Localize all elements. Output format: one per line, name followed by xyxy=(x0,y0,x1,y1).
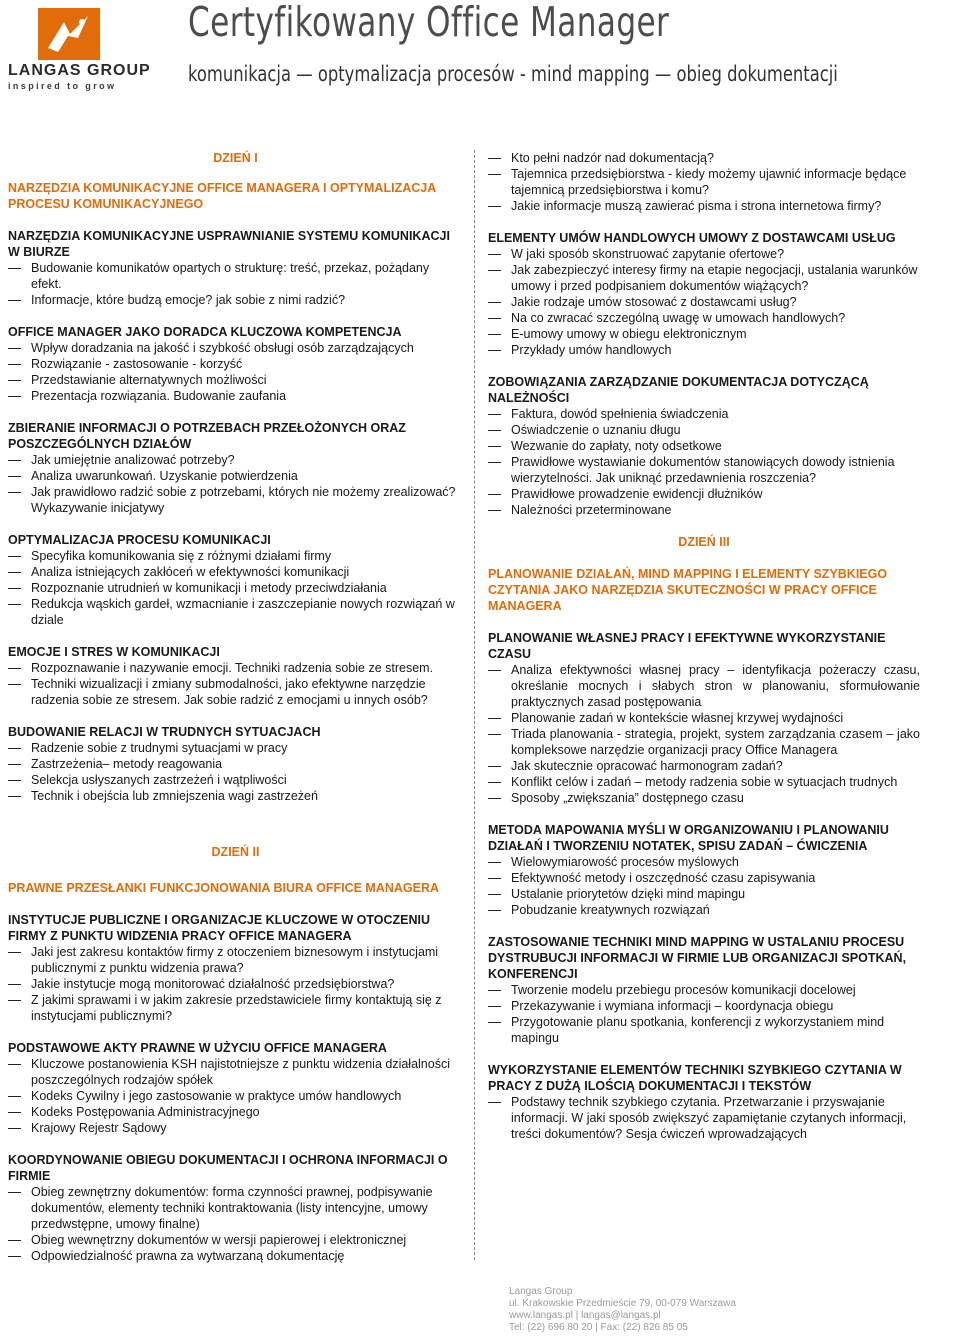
list-item: Prawidłowe wystawianie dokumentów stanowiących dowody istnienia wierzytelności. Jak uniknąć przedawnienia roszczenia? xyxy=(488,454,920,486)
list-item: Budowanie komunikatów opartych o strukturę: treść, przekaz, pożądany efekt. xyxy=(8,260,463,292)
list-item: Jakie rodzaje umów stosować z dostawcami usług? xyxy=(488,294,920,310)
footer-phone: Tel: (22) 696 80 20 | Fax: (22) 826 85 05 xyxy=(509,1322,688,1333)
list-item: Wpływ doradzania na jakość i szybkość obsługi osób zarządzających xyxy=(8,340,463,356)
list-item: Obieg wewnętrzny dokumentów w wersji papierowej i elektronicznej xyxy=(8,1232,463,1248)
section-title: NARZĘDZIA KOMUNIKACYJNE USPRAWNIANIE SYSTEMU KOMUNIKACJI W BIURZE xyxy=(8,229,450,259)
section xyxy=(488,230,920,358)
right-column xyxy=(488,150,920,1142)
section xyxy=(488,374,920,518)
section-title: ZASTOSOWANIE TECHNIKI MIND MAPPING W USTALANIU PROCESU DYSTRUBUCJI INFORMACJI W FIRMIE LUB ORGANIZACJI SPOTKAŃ, KONFERENCJI xyxy=(488,935,907,981)
list-item: Tworzenie modelu przebiegu procesów komunikacji docelowej xyxy=(488,982,920,998)
section-title: KOORDYNOWANIE OBIEGU DOKUMENTACJI I OCHRONA INFORMACJI O FIRMIE xyxy=(8,1153,448,1183)
section-title: NARZĘDZIA KOMUNIKACYJNE OFFICE MANAGERA I OPTYMALIZACJA PROCESU KOMUNIKACYJNEGO xyxy=(8,181,436,211)
list-item: Techniki wizualizacji i zmiany submodalności, jako efektywne narzędzie radzenia sobie ze stresem. Jak sobie radzić z emocjami u innych osób? xyxy=(8,676,463,708)
list-item: Oświadczenie o uznaniu długu xyxy=(488,422,920,438)
section-title: EMOCJE I STRES W KOMUNIKACJI xyxy=(8,645,220,659)
list-item: Przykłady umów handlowych xyxy=(488,342,920,358)
section xyxy=(8,228,463,308)
list-item: Analiza uwarunkowań. Uzyskanie potwierdzenia xyxy=(8,468,463,484)
section xyxy=(488,630,920,806)
list-item: Jak umiejętnie analizować potrzeby? xyxy=(8,452,463,468)
bullet-list xyxy=(8,944,463,1024)
list-item: Sposoby „zwiększania” dostępnego czasu xyxy=(488,790,920,806)
bullet-list xyxy=(488,1094,920,1142)
section xyxy=(8,1040,463,1136)
list-item: Kodeks Cywilny i jego zastosowanie w praktyce umów handlowych xyxy=(8,1088,463,1104)
list-item: Jakie informacje muszą zawierać pisma i strona internetowa firmy? xyxy=(488,198,920,214)
bullet-list xyxy=(8,1056,463,1136)
list-item: Selekcja usłyszanych zastrzeżeń i wątpliwości xyxy=(8,772,463,788)
list-item: Wielowymiarowość procesów myślowych xyxy=(488,854,920,870)
section xyxy=(8,420,463,516)
list-item: Jak zabezpieczyć interesy firmy na etapie negocjacji, ustalania warunków umowy i przed podpisaniem dokumentów wiążących? xyxy=(488,262,920,294)
list-item: Odpowiedzialność prawna za wytwarzaną dokumentację xyxy=(8,1248,463,1264)
list-item: Specyfika komunikowania się z różnymi działami firmy xyxy=(8,548,463,564)
bird-logo-icon xyxy=(38,8,100,60)
section xyxy=(8,912,463,1024)
list-item: Analiza istniejących zakłóceń w efektywności komunikacji xyxy=(8,564,463,580)
footer xyxy=(509,1286,736,1334)
list-item: Rozwiązanie - zastosowanie - korzyść xyxy=(8,356,463,372)
bullet-list xyxy=(8,340,463,404)
bullet-list xyxy=(8,260,463,308)
list-item: Jaki jest zakresu kontaktów firmy z otoczeniem biznesowym i instytucjami publicznymi z punktu widzenia prawa? xyxy=(8,944,463,976)
list-item: Jakie instytucje mogą monitorować działalność przedsiębiorstwa? xyxy=(8,976,463,992)
section-title: METODA MAPOWANIA MYŚLI W ORGANIZOWANIU I PLANOWANIU DZIAŁAŃ I TWORZENIU NOTATEK, SPISU ZADAŃ – ĆWICZENIA xyxy=(488,823,889,853)
day-2-heading: DZIEŃ II xyxy=(211,845,260,859)
section-title: PRAWNE PRZESŁANKI FUNKCJONOWANIA BIURA OFFICE MANAGERA xyxy=(8,881,440,895)
day-3-heading: DZIEŃ III xyxy=(678,535,730,549)
bullet-list xyxy=(488,982,920,1046)
list-item: Kodeks Postępowania Administracyjnego xyxy=(8,1104,463,1120)
bullet-list xyxy=(8,452,463,516)
list-item: Przedstawianie alternatywnych możliwości xyxy=(8,372,463,388)
list-item: Z jakimi sprawami i w jakim zakresie przedstawiciele firmy kontaktują się z instytucjami publicznymi? xyxy=(8,992,463,1024)
bullet-list xyxy=(8,548,463,628)
list-item: Podstawy technik szybkiego czytania. Przetwarzanie i przyswajanie informacji. W jaki sposób zwiększyć zapamiętanie czytanych informacji, treści dokumentów? Sesja ćwiczeń wprowadzających xyxy=(488,1094,920,1142)
page-subtitle: komunikacja — optymalizacja procesów - mind mapping — obieg dokumentacji xyxy=(188,62,838,86)
column-divider xyxy=(474,150,475,1260)
section-title: PODSTAWOWE AKTY PRAWNE W UŻYCIU OFFICE MANAGERA xyxy=(8,1041,387,1055)
list-item: Rozpoznanie utrudnień w komunikacji i metody przeciwdziałania xyxy=(8,580,463,596)
header xyxy=(0,0,960,100)
section-title: WYKORZYSTANIE ELEMENTÓW TECHNIKI SZYBKIEGO CZYTANIA W PRACY Z DUŻĄ ILOŚCIĄ DOKUMENTACJI I TEKSTÓW xyxy=(488,1063,902,1093)
list-item: Pobudzanie kreatywnych rozwiązań xyxy=(488,902,920,918)
page-title: Certyfikowany Office Manager xyxy=(188,0,670,46)
list-item: Obieg zewnętrzny dokumentów: forma czynności prawnej, podpisywanie dokumentów, elementy techniki kontraktowania (listy intencyjne, umowy przedwstępne, umowy finalne) xyxy=(8,1184,463,1232)
list-item: Kto pełni nadzór nad dokumentacją? xyxy=(488,150,920,166)
list-item: Planowanie zadań w kontekście własnej krzywej wydajności xyxy=(488,710,920,726)
bullet-list xyxy=(488,662,920,806)
list-item: Konflikt celów i zadań – metody radzenia sobie w sytuacjach trudnych xyxy=(488,774,920,790)
list-item: Prawidłowe prowadzenie ewidencji dłużników xyxy=(488,486,920,502)
bullet-list xyxy=(8,660,463,708)
day-1-heading: DZIEŃ I xyxy=(213,151,258,165)
bullet-list xyxy=(488,150,920,214)
list-item: Technik i obejścia lub zmniejszenia wagi zastrzeżeń xyxy=(8,788,463,804)
list-item: Prezentacja rozwiązania. Budowanie zaufania xyxy=(8,388,463,404)
section xyxy=(8,724,463,804)
list-item: Informacje, które budzą emocje? jak sobie z nimi radzić? xyxy=(8,292,463,308)
list-item: E-umowy umowy w obiegu elektronicznym xyxy=(488,326,920,342)
list-item: Wezwanie do zapłaty, noty odsetkowe xyxy=(488,438,920,454)
list-item: Tajemnica przedsiębiorstwa - kiedy możemy ujawnić informacje będące tajemnicą przedsiębiorstwa i komu? xyxy=(488,166,920,198)
footer-company: Langas Group xyxy=(509,1286,573,1297)
bullet-list xyxy=(8,740,463,804)
section-title: OPTYMALIZACJA PROCESU KOMUNIKACJI xyxy=(8,533,271,547)
bullet-list xyxy=(8,1184,463,1264)
section-title: ZBIERANIE INFORMACJI O POTRZEBACH PRZEŁOŻONYCH ORAZ POSZCZEGÓLNYCH DZIAŁÓW xyxy=(8,421,406,451)
footer-web: www.langas.pl | langas@langas.pl xyxy=(509,1310,661,1321)
list-item: Analiza efektywności własnej pracy – identyfikacja pożeraczy czasu, określanie mocnych i słabych stron w planowaniu, sformułowanie praktycznych zasad postępowania xyxy=(488,662,920,710)
section xyxy=(8,532,463,628)
list-item: Radzenie sobie z trudnymi sytuacjami w pracy xyxy=(8,740,463,756)
section xyxy=(8,324,463,404)
logo-name: LANGAS GROUP xyxy=(8,62,151,79)
section xyxy=(488,822,920,918)
section-title: ELEMENTY UMÓW HANDLOWYCH UMOWY Z DOSTAWCAMI USŁUG xyxy=(488,231,896,245)
list-item: Rozpoznawanie i nazywanie emocji. Techniki radzenia sobie ze stresem. xyxy=(8,660,463,676)
list-item: Faktura, dowód spełnienia świadczenia xyxy=(488,406,920,422)
list-item: Triada planowania - strategia, projekt, system zarządzania czasem – jako kompleksowe narzędzie organizacji pracy Office Managera xyxy=(488,726,920,758)
section-title: BUDOWANIE RELACJI W TRUDNYCH SYTUACJACH xyxy=(8,725,321,739)
list-item: Zastrzeżenia– metody reagowania xyxy=(8,756,463,772)
list-item: Kluczowe postanowienia KSH najistotniejsze z punktu widzenia działalności poszczególnych rodzajów spółek xyxy=(8,1056,463,1088)
bullet-list xyxy=(488,854,920,918)
section xyxy=(488,934,920,1046)
list-item: Ustalanie priorytetów dzięki mind mapingu xyxy=(488,886,920,902)
section xyxy=(8,1152,463,1264)
section-title: ZOBOWIĄZANIA ZARZĄDZANIE DOKUMENTACJA DOTYCZĄCĄ NALEŻNOŚCI xyxy=(488,375,869,405)
list-item: Jak skutecznie opracować harmonogram zadań? xyxy=(488,758,920,774)
list-item: Jak prawidłowo radzić sobie z potrzebami, których nie możemy zrealizować? Wykazywanie inicjatywy xyxy=(8,484,463,516)
list-item: Efektywność metody i oszczędność czasu zapisywania xyxy=(488,870,920,886)
left-column xyxy=(8,150,463,1264)
list-item: W jaki sposób skonstruować zapytanie ofertowe? xyxy=(488,246,920,262)
section-title: OFFICE MANAGER JAKO DORADCA KLUCZOWA KOMPETENCJA xyxy=(8,325,402,339)
bullet-list xyxy=(488,406,920,518)
list-item: Przygotowanie planu spotkania, konferencji z wykorzystaniem mind mapingu xyxy=(488,1014,920,1046)
bullet-list xyxy=(488,246,920,358)
section xyxy=(8,644,463,708)
list-item: Na co zwracać szczególną uwagę w umowach handlowych? xyxy=(488,310,920,326)
footer-address: ul. Krakowskie Przedmieście 79, 00-079 Warszawa xyxy=(509,1298,736,1309)
list-item: Przekazywanie i wymiana informacji – koordynacja obiegu xyxy=(488,998,920,1014)
section-title: PLANOWANIE DZIAŁAŃ, MIND MAPPING I ELEMENTY SZYBKIEGO CZYTANIA JAKO NARZĘDZIA SKUTECZNOŚCI W PRACY OFFICE MANAGERA xyxy=(488,567,888,613)
list-item: Należności przeterminowane xyxy=(488,502,920,518)
langas-logo xyxy=(8,8,151,94)
section xyxy=(488,1062,920,1142)
section-title: INSTYTUCJE PUBLICZNE I ORGANIZACJE KLUCZOWE W OTOCZENIU FIRMY Z PUNKTU WIDZENIA PRACY OFFICE MANAGERA xyxy=(8,913,430,943)
list-item: Redukcja wąskich gardeł, wzmacnianie i zaszczepianie nowych rozwiązań w dziale xyxy=(8,596,463,628)
list-item: Krajowy Rejestr Sądowy xyxy=(8,1120,463,1136)
section-title: PLANOWANIE WŁASNEJ PRACY I EFEKTYWNE WYKORZYSTANIE CZASU xyxy=(488,631,886,661)
logo-tagline: inspired to grow xyxy=(8,81,117,91)
